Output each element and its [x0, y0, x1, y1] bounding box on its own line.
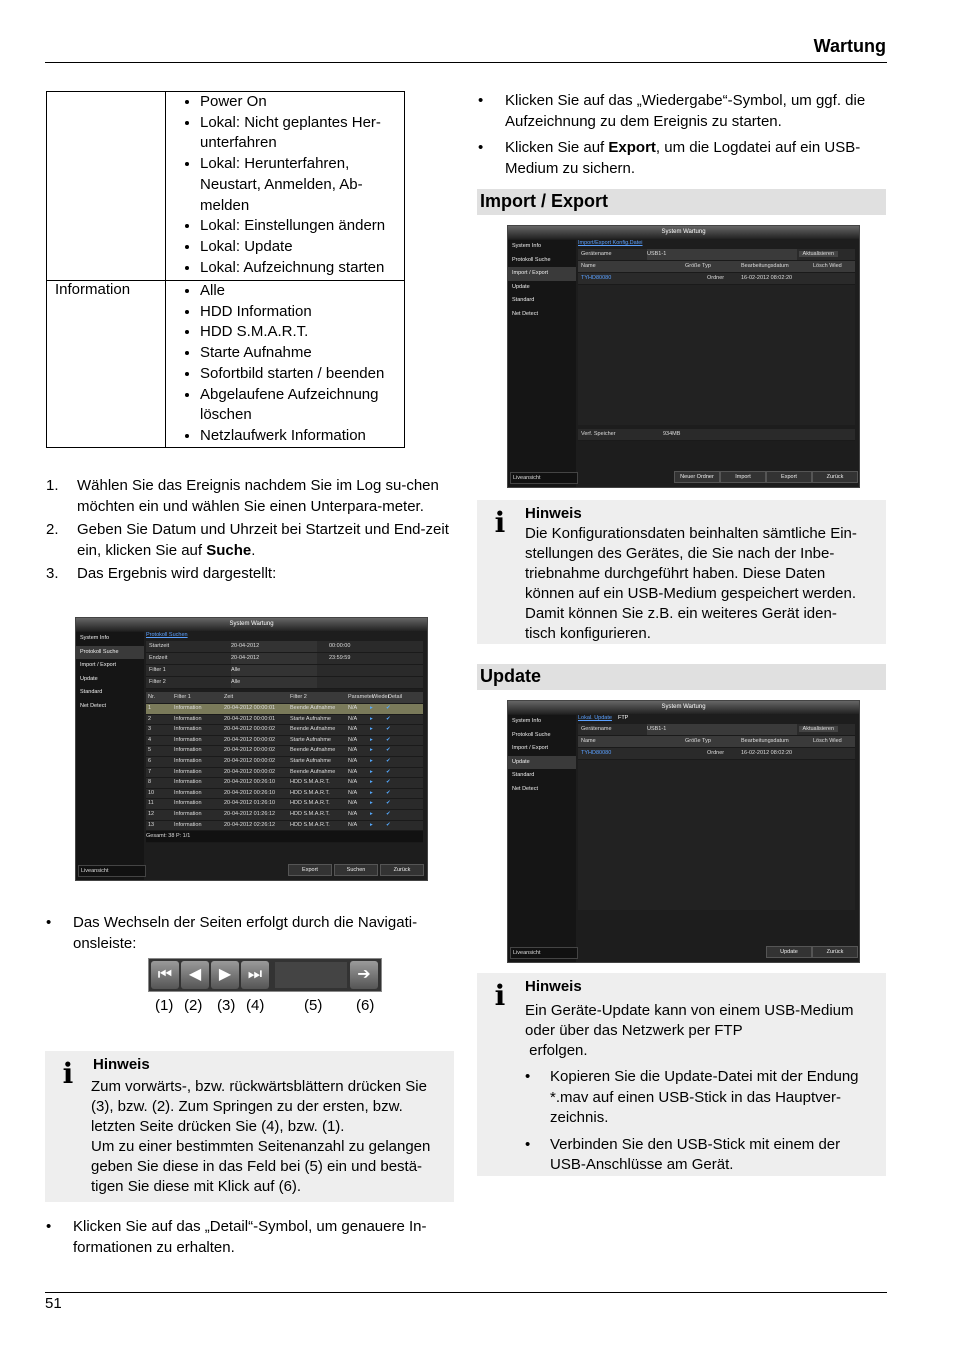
footer-rule	[45, 1292, 887, 1293]
table-cell: N/A	[348, 800, 358, 807]
detail-icon[interactable]: ✔	[386, 768, 391, 775]
field-label: Startzeit	[149, 643, 170, 649]
back-button[interactable]: Zurück	[380, 864, 424, 876]
table-cell: 1	[148, 705, 152, 711]
list-item: • Lokal: Update	[200, 237, 404, 258]
table-cell: 6	[148, 757, 152, 764]
note-line: Zum vorwärts-, bzw. rückwärtsblättern drücken Sie	[91, 1078, 427, 1095]
column-header: Parameter	[348, 694, 374, 700]
table-cell: Starte Aufnahme	[290, 757, 331, 764]
table-cell: Information	[174, 779, 202, 786]
column-header: Detail	[388, 694, 403, 700]
list-item: • Starte Aufnahme	[200, 343, 404, 364]
table-cell: 20-04-2012 02:26:12	[224, 821, 276, 828]
info-icon: i	[494, 506, 506, 539]
refresh-button[interactable]: Aktualisieren	[799, 251, 839, 257]
nav-label: (4)	[246, 997, 265, 1014]
play-icon[interactable]: ▸	[370, 705, 373, 711]
note-box	[477, 500, 886, 644]
sidebar-item[interactable]: System Info	[512, 718, 542, 724]
list-item: • Lokal: Nicht geplantes Her-unterfahren	[200, 113, 400, 154]
search-button[interactable]: Suchen	[334, 864, 378, 876]
detail-icon[interactable]: ✔	[386, 747, 391, 754]
tab-ftp[interactable]: FTP	[617, 715, 629, 721]
list-item: • Power On	[200, 92, 404, 113]
table-cell: HDD S.M.A.R.T.	[290, 810, 330, 817]
sidebar-item[interactable]: Net Detect	[512, 785, 538, 792]
table-cell: N/A	[348, 779, 358, 786]
note-title: Hinweis	[525, 505, 582, 522]
tab-local-update[interactable]: Lokal. Update	[578, 715, 612, 721]
header-rule	[45, 62, 887, 63]
list-item: • Lokal: Herunterfahren, Neustart, Anmelden, Ab-melden	[200, 154, 390, 216]
note-title: Hinweis	[525, 978, 582, 995]
detail-icon[interactable]: ✔	[386, 789, 391, 796]
log-screenshot: System Wartung System Info Protokoll Suche Import / Export Update Standard Net Detect Protokoll Suchen Startzeit 20-04-2012 00:00:00 Endzeit 20-04-2012 23:59:59 Filter 1 Alle Filter 2 Alle Nr. Filter 1 Zeit Filter 2 ParameterWiederDetail 1 Information 20-04-2012 00:00:01 Beende Aufnahme N/A ▸ ✔ 2 Information 20-04-2012 00:00:01 Starte Aufnahme N/A ▸ ✔ 3 Information 20-04-2012 00:00:02 Beende Aufnahme N/A ▸ ✔ 4 Information 20-04-2012 00:00:02 Starte Aufnahme N/A ▸ ✔ 5 Information 20-04-2012 00:00:02 Beende Aufnahme N/A ▸ ✔ 6 Information 20-04-2012 00:00:02 Starte Aufnahme N/A ▸ ✔ 7 Information 20-04-2012 00:00:02 Beende Aufnahme N/A ▸ ✔ 8 Information 20-04-2012 00:26:10 HDD S.M.A.R.T. N/A ▸ ✔ 10 Information 20-04-2012 00:26:10 HDD S.M.A.R.T. N/A ▸ ✔ 11 Information 20-04-2012 01:26:10 HDD S.M.A.R.T. N/A ▸ ✔ 12 Information 20-04-2012 01:26:12 HDD S.M.A.R.T. N/A ▸ ✔ 13 Information 20-04-2012 02:26:12 HDD S.M.A.R.T. N/A ▸ ✔ Gesamt: 38 P: 1/1 Liveansicht Export Suchen Zurück	[75, 617, 428, 881]
nav-label: (2)	[184, 997, 203, 1014]
table-row[interactable]	[146, 768, 423, 779]
field-value[interactable]: 20-04-2012	[231, 653, 317, 664]
field-value[interactable]: Alle	[231, 677, 317, 688]
filter-row	[146, 653, 423, 665]
live-view-button[interactable]: Liveansicht	[510, 947, 578, 959]
list-item: • Abgelaufene Aufzeichnung löschen	[200, 385, 390, 426]
sidebar-item[interactable]: Net Detect	[80, 702, 106, 709]
previous-page-icon[interactable]: ◀	[181, 961, 209, 989]
note-line: letzten Seite drücken Sie (4), bzw. (1).	[91, 1118, 345, 1135]
filter-row	[146, 677, 423, 689]
table-row[interactable]	[146, 715, 423, 726]
list-item: • Netzlaufwerk Information	[200, 426, 404, 447]
last-page-icon[interactable]: ⏭	[241, 961, 269, 989]
live-view-button[interactable]: Liveansicht	[510, 472, 578, 484]
detail-icon[interactable]: ✔	[386, 757, 391, 764]
section-heading: Update	[477, 664, 886, 690]
bullet-item: • Klicken Sie auf das „Detail“-Symbol, um genauere In-formationen zu erhalten.	[46, 1218, 427, 1256]
detail-icon[interactable]: ✔	[386, 705, 391, 711]
list-item: • HDD S.M.A.R.T.	[200, 322, 404, 343]
sidebar-item[interactable]: Update	[512, 283, 530, 290]
tab-protokoll[interactable]: Protokoll Suchen	[146, 632, 188, 638]
note-line: tisch konfigurieren.	[525, 625, 651, 642]
detail-icon[interactable]: ✔	[386, 715, 391, 722]
table-cell: 12	[148, 810, 155, 817]
file-row[interactable]: TYHD80080 Ordner 16-02-2012 08:02:20	[578, 748, 855, 760]
note-box	[45, 1051, 454, 1202]
play-icon[interactable]: ▸	[370, 789, 373, 796]
list-item: • Lokal: Aufzeichnung starten	[200, 258, 404, 279]
table-cell: Information	[174, 736, 202, 743]
detail-icon[interactable]: ✔	[386, 800, 391, 807]
table-cell: 20-04-2012 01:26:10	[224, 800, 276, 807]
sidebar-item[interactable]: Import / Export	[508, 267, 576, 281]
play-icon[interactable]: ▸	[370, 768, 373, 775]
play-icon[interactable]: ▸	[370, 821, 373, 828]
navigation-bar	[148, 958, 382, 992]
table-cell: Beende Aufnahme	[290, 726, 336, 733]
table-cell: N/A	[348, 747, 358, 754]
info-icon: i	[62, 1057, 74, 1090]
table-cell: Information	[174, 757, 202, 764]
table-row[interactable]	[146, 789, 423, 800]
nav-label: (1)	[155, 997, 174, 1014]
nav-label: (5)	[304, 997, 323, 1014]
table-cell: 2	[148, 715, 152, 722]
note-line: stellungen des Gerätes, die Sie nach der Inbe-	[525, 545, 835, 562]
column-header: Filter 1	[174, 694, 191, 700]
column-header: Filter 2	[290, 694, 307, 700]
field-time: 23:59:59	[329, 655, 351, 661]
sidebar-item[interactable]: System Info	[512, 243, 542, 249]
file-row[interactable]: TYHD80080 Ordner 16-02-2012 08:02:20	[578, 273, 855, 285]
table-row[interactable]	[146, 746, 423, 757]
filter-row	[146, 665, 423, 677]
table-row[interactable]	[146, 736, 423, 747]
nav-label: (6)	[356, 997, 375, 1014]
field-label: Filter 1	[149, 667, 166, 673]
play-icon[interactable]: ▸	[370, 715, 373, 722]
table-cell: 20-04-2012 00:00:02	[224, 757, 276, 764]
play-icon[interactable]: ▸	[370, 736, 373, 743]
note-line: können auf ein USB-Medium gespeichert werden.	[525, 585, 857, 602]
field-label: Endzeit	[149, 655, 168, 661]
table-cell: N/A	[348, 757, 358, 764]
detail-icon[interactable]: ✔	[386, 810, 391, 817]
table-cell: Information	[174, 747, 202, 754]
column-header: Zeit	[224, 694, 234, 700]
table-cell: 20-04-2012 00:00:02	[224, 747, 276, 754]
field-time: 00:00:00	[329, 643, 351, 649]
nav-label: (3)	[217, 997, 236, 1014]
list-item: • HDD Information	[200, 302, 404, 323]
table-cell: HDD S.M.A.R.T.	[290, 789, 330, 796]
table-cell: N/A	[348, 810, 358, 817]
device-select[interactable]: USB1-1	[647, 249, 797, 260]
table-cell: 20-04-2012 00:26:10	[224, 779, 276, 786]
sidebar-item[interactable]: Standard	[512, 297, 535, 303]
detail-icon[interactable]: ✔	[386, 779, 391, 786]
sidebar-item[interactable]: Protokoll Suche	[76, 646, 144, 660]
table-cell: 10	[148, 789, 155, 796]
table-cell: Information	[174, 715, 202, 722]
list-item: • Alle	[200, 281, 404, 302]
play-icon[interactable]: ▸	[370, 810, 373, 817]
note-line: oder über das Netzwerk per FTP	[525, 1022, 743, 1039]
field-label: Filter 2	[149, 679, 166, 685]
back-button[interactable]: Zurück	[812, 471, 858, 483]
table-cell: Starte Aufnahme	[290, 715, 331, 722]
step-item: 1. Wählen Sie das Ereignis nachdem Sie im Log su-chen möchten ein und wählen Sie einen Unterpara-meter.	[46, 477, 439, 515]
table-category: Information	[47, 281, 166, 448]
filter-row	[146, 641, 423, 653]
table-cell: Beende Aufnahme	[290, 747, 336, 754]
next-page-icon[interactable]: ▶	[211, 961, 239, 989]
note-line: Um zu einer bestimmten Seitenanzahl zu gelangen	[91, 1138, 431, 1155]
table-cell: 4	[148, 736, 152, 743]
sidebar-item[interactable]: Update	[508, 756, 576, 770]
back-button[interactable]: Zurück	[812, 946, 858, 958]
header-title: Wartung	[813, 36, 886, 56]
table-cell: HDD S.M.A.R.T.	[290, 821, 330, 828]
play-icon[interactable]: ▸	[370, 726, 373, 733]
update-screenshot: System Wartung System Info Protokoll Suche Import / Export Update Standard Net Detect Lokal. Update FTP Gerätename USB1-1 Aktualisieren Name Größe Typ Bearbeitungsdatum Lösch Wied TYHD80080 Ordner 16-02-2012 08:02:20 Liveansicht Update Zurück	[507, 700, 860, 963]
go-arrow-icon[interactable]: ➔	[350, 961, 378, 989]
table-row	[47, 281, 405, 448]
device-select[interactable]: USB1-1	[647, 724, 797, 735]
page-number-input[interactable]	[275, 962, 347, 988]
table-cell: N/A	[348, 789, 358, 796]
table-cell: 20-04-2012 00:00:02	[224, 768, 276, 775]
table-cell: Starte Aufnahme	[290, 736, 331, 743]
table-cell: HDD S.M.A.R.T.	[290, 800, 330, 807]
first-page-icon[interactable]: ⏮	[151, 961, 179, 989]
table-row[interactable]	[146, 757, 423, 768]
step-item: 2. Geben Sie Datum und Uhrzeit bei Startzeit und End-zeit ein, klicken Sie auf Suche.	[46, 521, 449, 559]
tab-import-export[interactable]: Import/Export Konfig.Datei	[578, 240, 643, 246]
new-folder-button[interactable]: Neuer Ordner	[674, 471, 720, 483]
table-cell: 13	[148, 821, 155, 828]
table-row[interactable]	[146, 799, 423, 810]
sidebar-item[interactable]: Protokoll Suche	[512, 256, 551, 263]
detail-icon[interactable]: ✔	[386, 736, 391, 743]
bullet-item: • Kopieren Sie die Update-Datei mit der Endung *.mav auf einen USB-Stick in das Hauptver-zeichnis.	[525, 1068, 859, 1126]
update-button[interactable]: Update	[766, 946, 812, 958]
steps-list	[46, 476, 456, 588]
column-header: Nr.	[148, 694, 156, 700]
note-line: Damit können Sie z.B. ein weiteres Gerät iden-	[525, 605, 837, 622]
step-item: 3. Das Ergebnis wird dargestellt:	[46, 565, 277, 582]
field-value[interactable]: 20-04-2012	[231, 641, 317, 652]
event-table	[46, 91, 405, 448]
table-cell: 20-04-2012 00:26:10	[224, 789, 276, 796]
export-button[interactable]: Export	[288, 864, 332, 876]
table-cell: 3	[148, 726, 152, 733]
field-value[interactable]: Alle	[231, 665, 317, 676]
note-line: geben Sie diese in das Feld bei (5) ein und bestä-	[91, 1158, 423, 1175]
table-cell: 20-04-2012 00:00:02	[224, 736, 276, 743]
table-cell: 7	[148, 768, 152, 775]
sidebar-item[interactable]: Update	[80, 675, 98, 682]
table-category	[47, 92, 166, 281]
note-line: erfolgen.	[525, 1042, 588, 1059]
table-cell: Beende Aufnahme	[290, 705, 336, 711]
table-cell: 20-04-2012 00:00:01	[224, 715, 276, 722]
import-export-screenshot: System Wartung System Info Protokoll Suche Import / Export Update Standard Net Detect Import/Export Konfig.Datei Gerätename USB1-1 Aktualisieren Name Größe Typ Bearbeitungsdatum Lösch Wied TYHD80080 Ordner 16-02-2012 08:02:20 Verf. Speicher 934MB Liveansicht Neuer Ordner Import Export Zurück	[507, 225, 860, 488]
table-cell: 20-04-2012 00:00:02	[224, 726, 276, 733]
table-row[interactable]	[146, 821, 423, 832]
sidebar-item[interactable]: Standard	[80, 689, 103, 695]
list-item: • Lokal: Einstellungen ändern	[200, 216, 404, 237]
table-cell: 8	[148, 779, 152, 786]
table-cell: Information	[174, 800, 202, 807]
note-line: triebnahme durchgeführt haben. Diese Daten	[525, 565, 826, 582]
bullet-item: • Klicken Sie auf das „Wiedergabe“-Symbol, um ggf. die Aufzeichnung zu dem Ereignis zu starten.	[478, 92, 866, 130]
detail-icon[interactable]: ✔	[386, 821, 391, 828]
section-heading: Import / Export	[477, 189, 886, 215]
table-cell: 20-04-2012 00:00:01	[224, 705, 276, 711]
note-line: Die Konfigurationsdaten beinhalten sämtliche Ein-	[525, 525, 857, 542]
play-icon[interactable]: ▸	[370, 747, 373, 754]
sidebar-item[interactable]: Standard	[512, 772, 535, 778]
bullet-item: • Klicken Sie auf Export, um die Logdatei auf ein USB-Medium zu sichern.	[478, 139, 861, 177]
bullet-item: • Das Wechseln der Seiten erfolgt durch die Navigati-onsleiste:	[46, 914, 418, 952]
export-button[interactable]: Export	[766, 471, 812, 483]
table-cell: Information	[174, 768, 202, 775]
table-row[interactable]	[146, 704, 423, 715]
table-row	[47, 92, 405, 281]
table-cell: HDD S.M.A.R.T.	[290, 779, 330, 786]
sidebar-item[interactable]: Import / Export	[80, 662, 117, 668]
play-icon[interactable]: ▸	[370, 779, 373, 786]
note-line: tigen Sie diese mit Klick auf (6).	[91, 1178, 302, 1195]
sidebar-item[interactable]: System Info	[80, 635, 110, 641]
live-view-button[interactable]: Liveansicht	[78, 865, 146, 877]
bullet-item: • Verbinden Sie den USB-Stick mit einem der USB-Anschlüsse am Gerät.	[525, 1135, 841, 1173]
table-cell: N/A	[348, 715, 358, 722]
table-cell: N/A	[348, 726, 358, 733]
table-cell: 20-04-2012 01:26:12	[224, 810, 276, 817]
note-title: Hinweis	[93, 1056, 150, 1073]
table-cell: 5	[148, 747, 152, 754]
table-cell: N/A	[348, 768, 358, 775]
table-cell: Beende Aufnahme	[290, 768, 336, 775]
table-row[interactable]	[146, 778, 423, 789]
play-icon[interactable]: ▸	[370, 757, 373, 764]
sidebar	[76, 632, 144, 880]
table-cell: N/A	[348, 736, 358, 743]
table-row[interactable]	[146, 810, 423, 821]
note-line: Ein Geräte-Update kann von einem USB-Medium	[525, 1002, 854, 1019]
info-icon: i	[494, 979, 506, 1012]
list-item: • Sofortbild starten / beenden	[200, 364, 404, 385]
detail-icon[interactable]: ✔	[386, 726, 391, 733]
table-cell: Information	[174, 705, 202, 711]
table-cell: 11	[148, 800, 154, 807]
log-footer: Gesamt: 38 P: 1/1	[146, 831, 423, 843]
table-cell: Information	[174, 726, 202, 733]
note-box	[477, 973, 886, 1176]
table-cell: N/A	[348, 821, 358, 828]
column-header: Wieder	[372, 694, 390, 700]
play-icon[interactable]: ▸	[370, 800, 373, 807]
table-cell: Information	[174, 821, 202, 828]
note-line: (3), bzw. (2). Zum Springen zu der ersten, bzw.	[91, 1098, 403, 1115]
table-row[interactable]	[146, 725, 423, 736]
table-cell: Information	[174, 810, 202, 817]
page-number: 51	[45, 1295, 62, 1312]
sidebar-item[interactable]: Import / Export	[512, 745, 549, 751]
sidebar-item[interactable]: Protokoll Suche	[512, 731, 551, 738]
table-cell: N/A	[348, 705, 358, 711]
import-button[interactable]: Import	[720, 471, 766, 483]
refresh-button[interactable]: Aktualisieren	[799, 726, 839, 732]
table-cell: Information	[174, 789, 202, 796]
sidebar-item[interactable]: Net Detect	[512, 310, 538, 317]
